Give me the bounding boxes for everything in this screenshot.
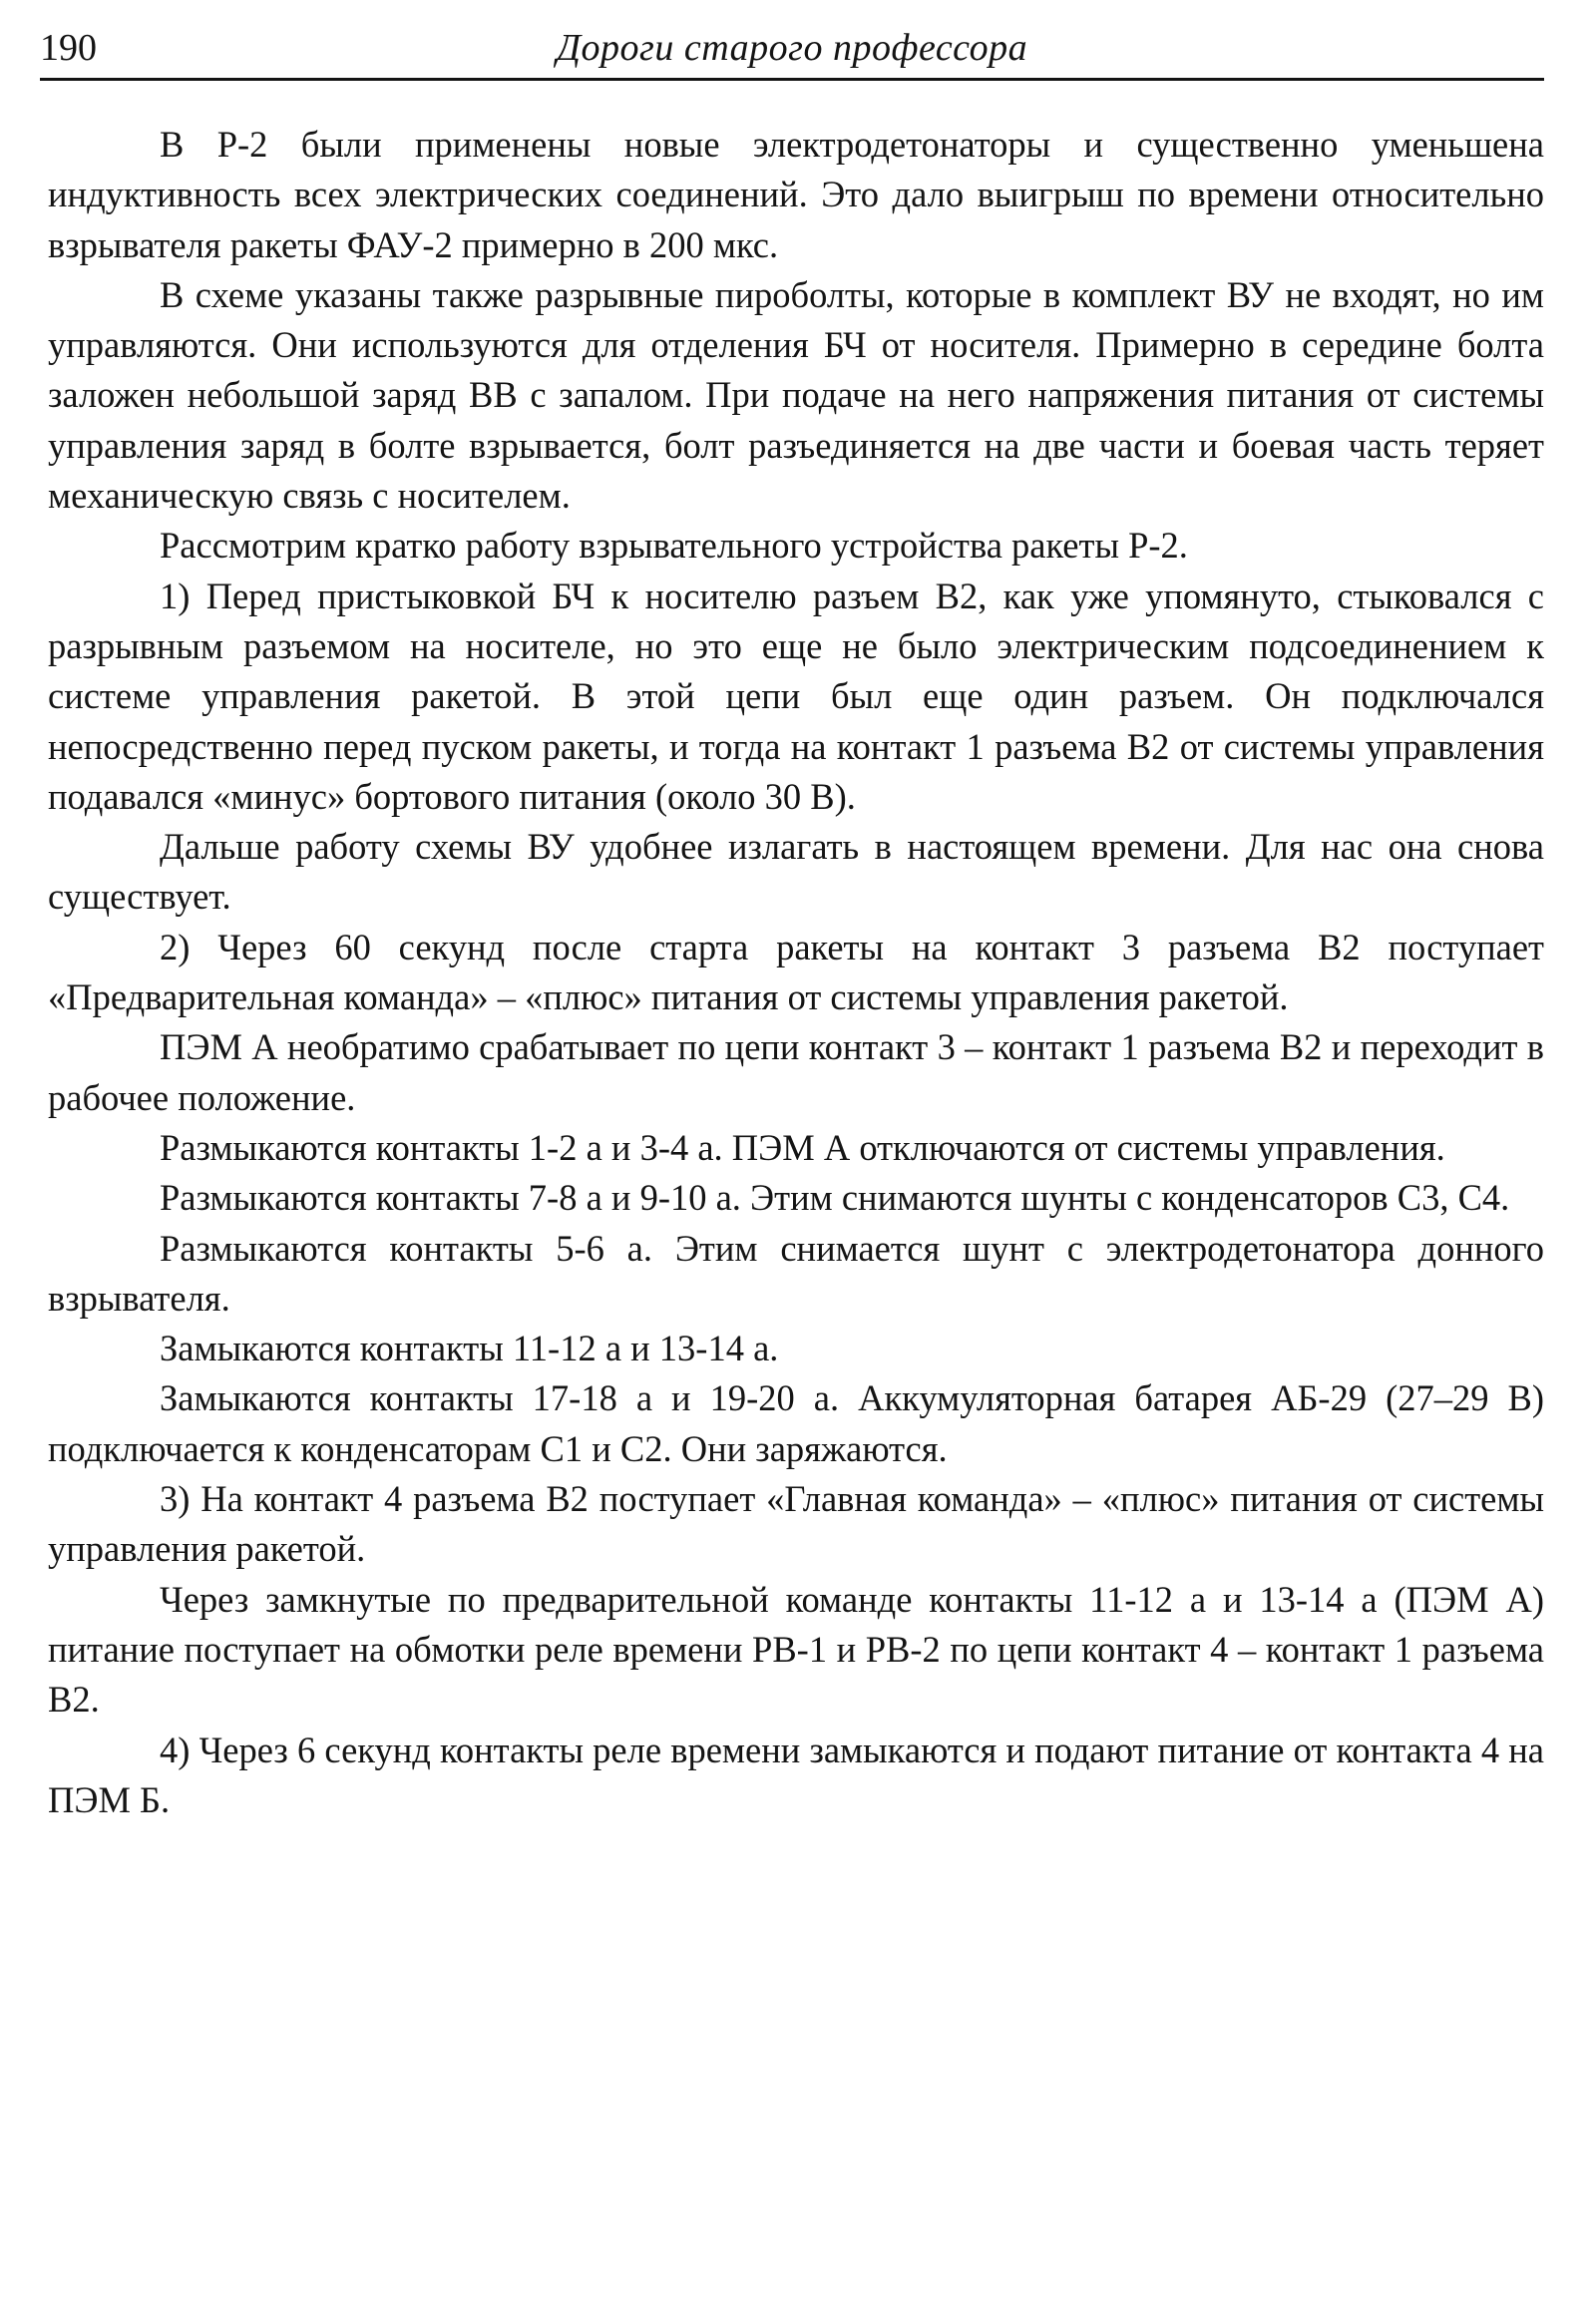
paragraph: Замыкаются контакты 11-12 а и 13-14 а. [160,1328,779,1369]
paragraph: 3) На контакт 4 разъема В2 поступает «Главная команда» – «плюс» питания от системы управления ракетой. [48,1478,1544,1570]
paragraph: Замыкаются контакты 17-18 а и 19-20 а. Аккумуляторная батарея АБ-29 (27–29 В) подключается к конденсаторам С1 и С2. Они заряжаются. [48,1377,1544,1469]
paragraph: 4) Через 6 секунд контакты реле времени замыкаются и подают питание от контакта 4 на ПЭМ Б. [48,1729,1544,1820]
paragraph: Рассмотрим кратко работу взрывательного устройства ракеты Р-2. [160,525,1188,567]
paragraph: 2) Через 60 секунд после старта ракеты на контакт 3 разъема В2 поступает «Предварительная команда» – «плюс» питания от системы управления ракетой. [48,926,1544,1018]
running-title: Дороги старого профессора [556,27,1028,69]
paragraph: Размыкаются контакты 5-6 а. Этим снимается шунт с электродетонатора донного взрывателя. [48,1227,1544,1319]
paragraph: В Р-2 были применены новые электродетонаторы и существенно уменьшена индуктивность всех электрических соединений. Это дало выигрыш по времени относительно взрывателя ракеты ФАУ-2 примерно в 200 мкс. [48,124,1544,265]
paragraph: Дальше работу схемы ВУ удобнее излагать в настоящем времени. Для нас она снова существует. [48,826,1544,918]
paragraph: Размыкаются контакты 7-8 а и 9-10 а. Этим снимаются шунты с конденсаторов С3, С4. [160,1177,1510,1219]
paragraph: Через замкнутые по предварительной команде контакты 11-12 а и 13-14 а (ПЭМ А) питание поступает на обмотки реле времени РВ-1 и РВ-2 по цепи контакт 4 – контакт 1 разъема В2. [48,1578,1544,1721]
paragraph: В схеме указаны также разрывные пироболты, которые в комплект ВУ не входят, но им управляются. Они используются для отделения БЧ от носителя. Примерно в середине болта заложен небольшой заряд ВВ с запалом. При подаче на него напряжения питания от системы управления заряд в болте взрывается, болт разъединяется на две части и боевая часть теряет механическую связь с носителем. [48,273,1544,517]
paragraph: ПЭМ А необратимо срабатывает по цепи контакт 3 – контакт 1 разъема В2 и переходит в рабочее положение. [48,1026,1544,1118]
page-header [40,22,1544,81]
body-text [48,120,1544,1825]
page-number: 190 [40,27,97,69]
paragraph: Размыкаются контакты 1-2 а и 3-4 а. ПЭМ А отключаются от системы управления. [160,1126,1445,1168]
paragraph: 1) Перед пристыковкой БЧ к носителю разъем В2, как уже упомянуто, стыковался с разрывным разъемом на носителе, но это еще не было электрическим подсоединением к системе управления ракетой. В этой цепи был еще один разъем. Он подключался непосредственно перед пуском ракеты, и тогда на контакт 1 разъема В2 от системы управления подавался «минус» бортового питания (около 30 В). [48,575,1544,817]
